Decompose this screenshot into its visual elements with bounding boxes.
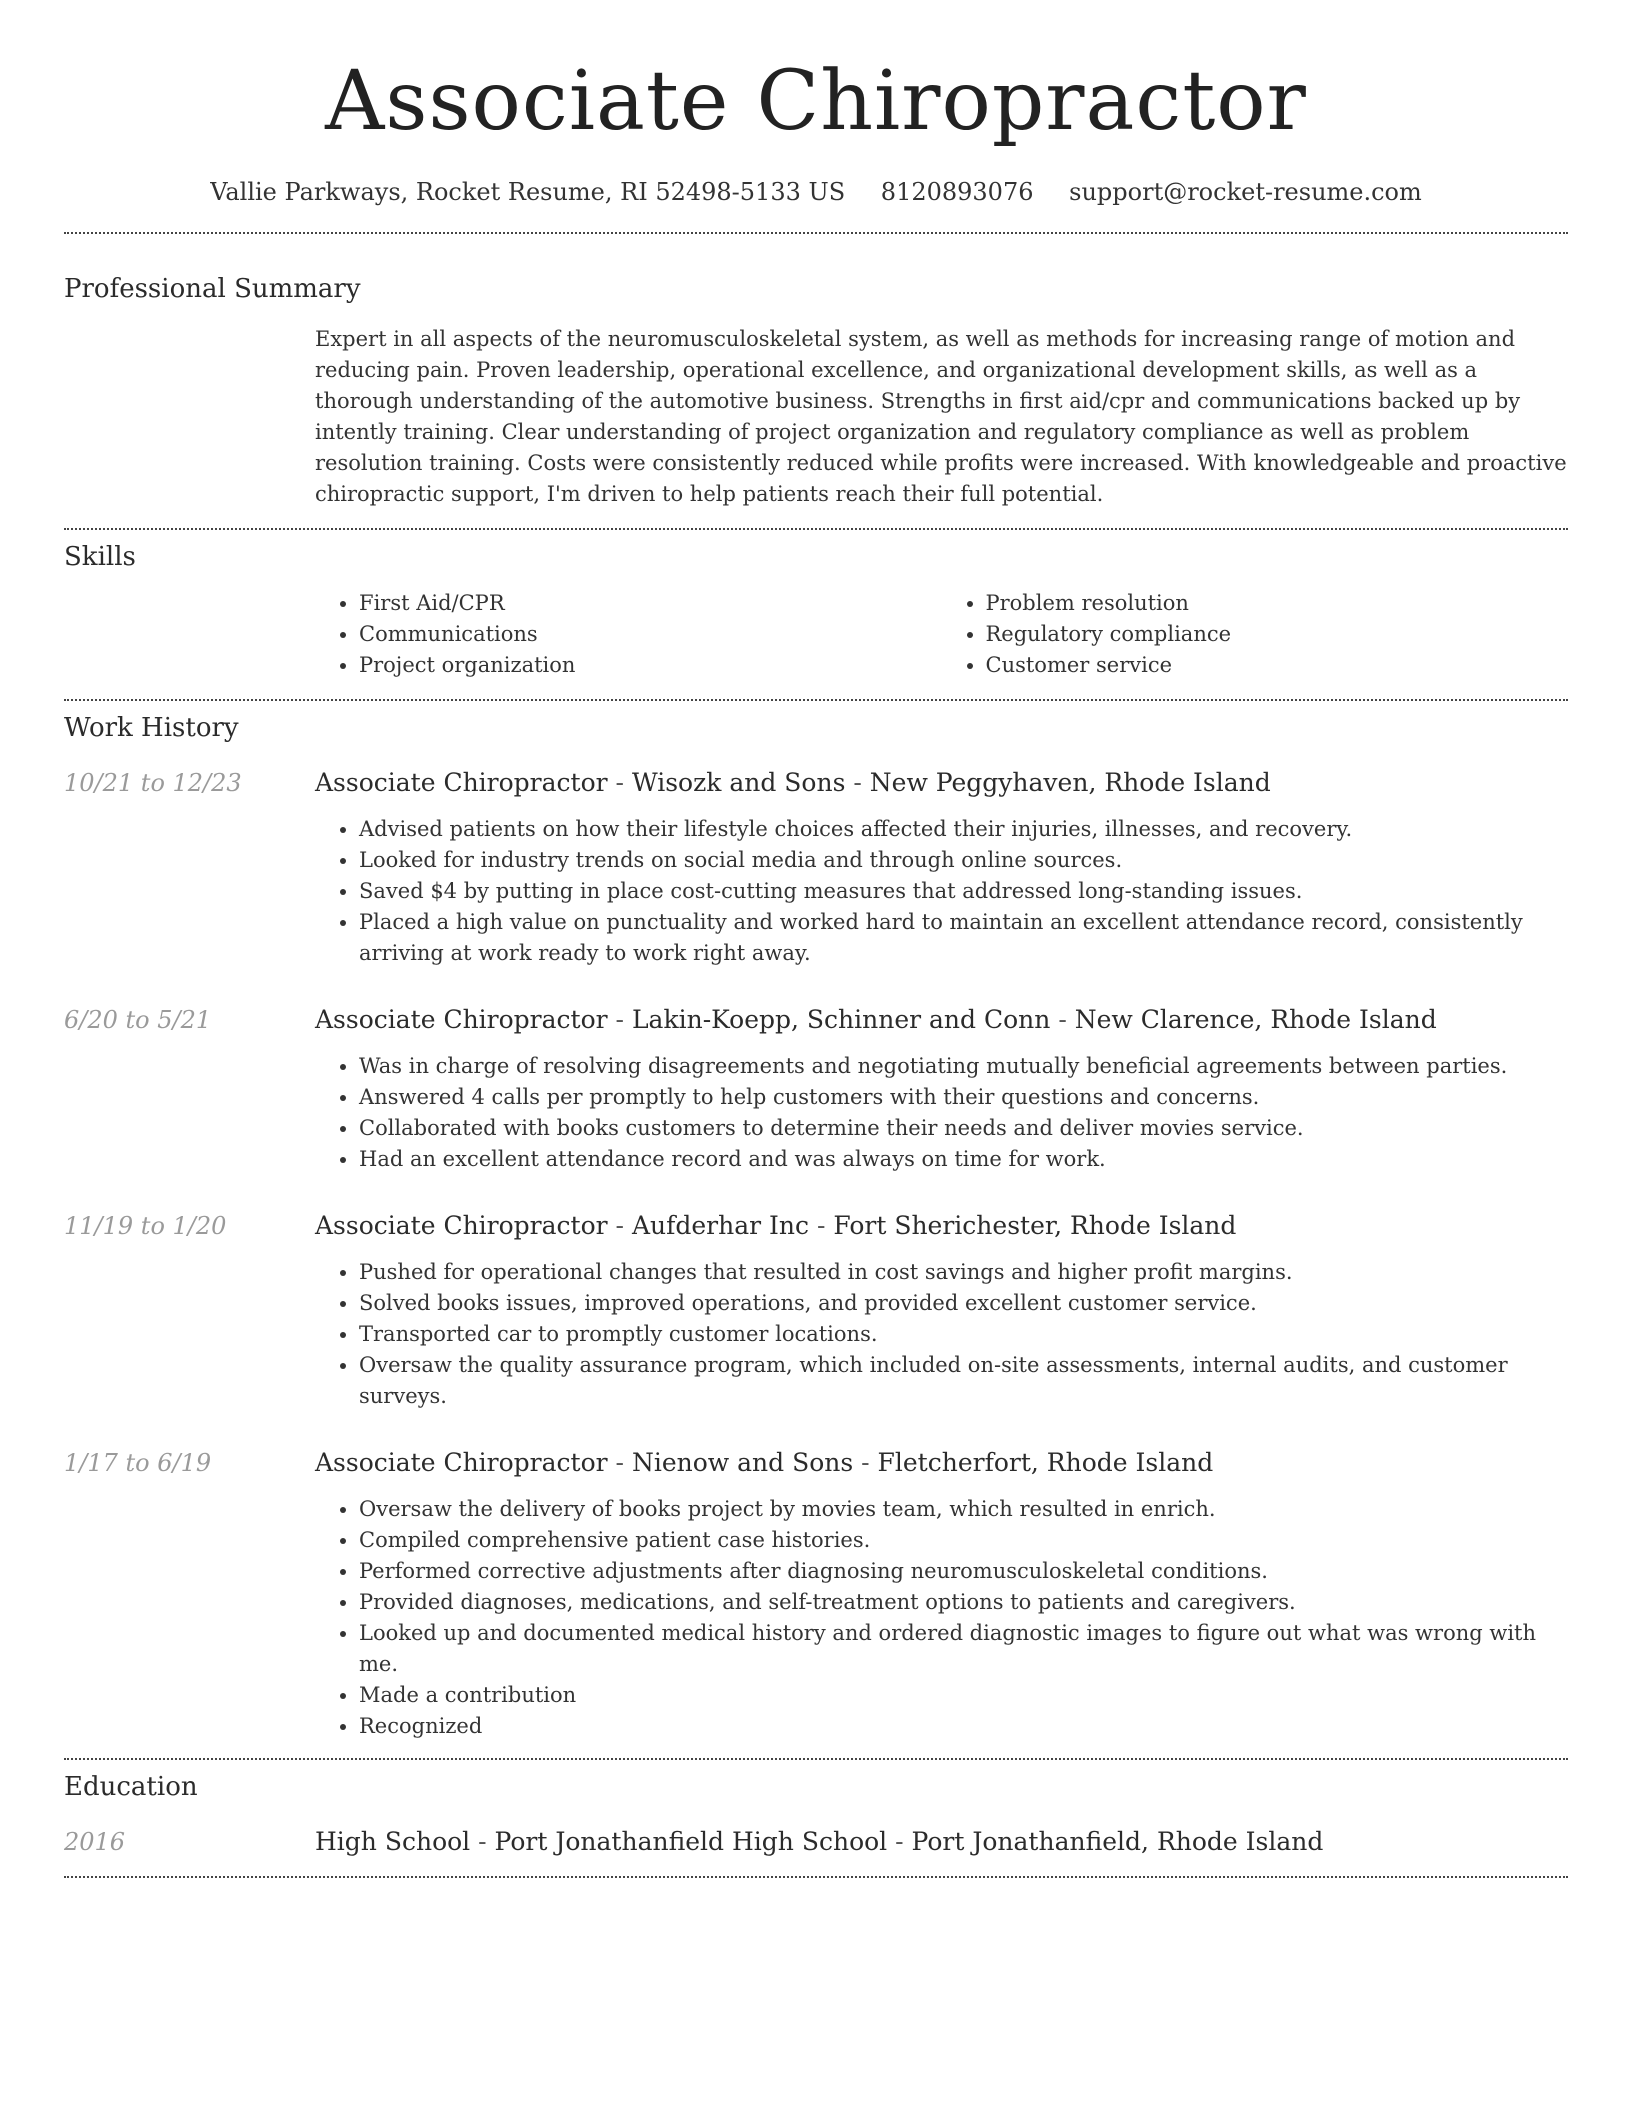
section-heading-education: Education (64, 1772, 198, 1802)
job-body (315, 1210, 1568, 1412)
job-title-line (315, 1210, 1568, 1242)
separator: - (861, 1448, 870, 1477)
job-bullet: • Looked for industry trends on social media and through online sources. (359, 845, 1568, 876)
education-degree: High School (315, 1827, 471, 1856)
separator: - (895, 1827, 904, 1856)
education-title-line (315, 1826, 1568, 1858)
job-bullet: • Recognized (359, 1711, 1568, 1742)
job-location: Fort Sherichester, Rhode Island (833, 1211, 1237, 1240)
skill-item: • Customer service (986, 650, 1569, 681)
job-bullet: • Saved $4 by putting in place cost-cutting measures that addressed long-standing issues. (359, 876, 1568, 907)
job-bullet: • Collaborated with books customers to determine their needs and deliver movies service. (359, 1113, 1568, 1144)
job-body (315, 1447, 1568, 1742)
job-bullet: • Provided diagnoses, medications, and self-treatment options to patients and caregivers. (359, 1587, 1568, 1618)
section-divider (64, 1876, 1568, 1878)
job-entry (64, 767, 1568, 969)
section-heading-summary: Professional Summary (64, 274, 361, 304)
job-bullet: • Advised patients on how their lifestyle choices affected their injuries, illnesses, and recovery. (359, 814, 1568, 845)
section-divider (64, 232, 1568, 234)
job-entry (64, 1447, 1568, 1742)
section-divider (64, 1758, 1568, 1760)
job-bullet: • Was in charge of resolving disagreements and negotiating mutually beneficial agreements between parties. (359, 1051, 1568, 1082)
separator: - (853, 768, 862, 797)
skills-list-right (942, 588, 1569, 681)
skill-item: • Project organization (359, 650, 942, 681)
section-divider (64, 528, 1568, 530)
skill-item: • Regulatory compliance (986, 619, 1569, 650)
job-location: Fletcherfort, Rhode Island (877, 1448, 1214, 1477)
job-bullet: • Made a contribution (359, 1680, 1568, 1711)
section-heading-work: Work History (64, 713, 239, 743)
education-year: 2016 (64, 1828, 126, 1856)
skills-grid (315, 588, 1568, 681)
separator: - (615, 1448, 624, 1477)
job-title-line (315, 1004, 1568, 1036)
job-company: Lakin-Koepp, Schinner and Conn (631, 1005, 1051, 1034)
separator: - (478, 1827, 487, 1856)
job-bullet: • Performed corrective adjustments after diagnosing neuromusculoskeletal conditions. (359, 1556, 1568, 1587)
resume-page (64, 0, 1568, 1878)
contact-line (64, 176, 1568, 208)
job-location: New Clarence, Rhode Island (1074, 1005, 1437, 1034)
job-bullet: • Transported car to promptly customer locations. (359, 1319, 1568, 1350)
education-location: Port Jonathanfield, Rhode Island (911, 1827, 1324, 1856)
job-bullet: • Answered 4 calls per promptly to help customers with their questions and concerns. (359, 1082, 1568, 1113)
job-dates: 10/21 to 12/23 (64, 769, 242, 797)
job-dates: 11/19 to 1/20 (64, 1212, 227, 1240)
job-bullets (315, 1257, 1568, 1412)
candidate-name: Associate Chiropractor (325, 54, 1307, 149)
job-bullet: • Compiled comprehensive patient case histories. (359, 1525, 1568, 1556)
job-dates: 1/17 to 6/19 (64, 1449, 212, 1477)
skills-list-left (315, 588, 942, 681)
skills-section (64, 540, 1568, 681)
job-bullet: • Placed a high value on punctuality and worked hard to maintain an excellent attendance record, consistently arriving at work ready to work right away. (359, 907, 1568, 969)
job-location: New Peggyhaven, Rhode Island (869, 768, 1271, 797)
separator: - (615, 1211, 624, 1240)
separator: - (615, 768, 624, 797)
job-title-line (315, 1447, 1568, 1479)
separator: - (816, 1211, 826, 1240)
section-divider (64, 699, 1568, 701)
job-dates: 6/20 to 5/21 (64, 1006, 212, 1034)
job-title: Associate Chiropractor (315, 768, 608, 797)
section-heading-skills: Skills (64, 542, 136, 572)
job-entry (64, 1210, 1568, 1412)
job-bullets (315, 1051, 1568, 1175)
job-bullet: • Had an excellent attendance record and was always on time for work. (359, 1144, 1568, 1175)
job-title: Associate Chiropractor (315, 1211, 608, 1240)
job-title: Associate Chiropractor (315, 1448, 608, 1477)
contact-phone: 8120893076 (880, 178, 1034, 206)
job-bullets (315, 814, 1568, 969)
job-body (315, 1004, 1568, 1175)
job-entry (64, 1004, 1568, 1175)
skill-item: • Problem resolution (986, 588, 1569, 619)
work-history-section (64, 711, 1568, 1742)
job-bullet: • Oversaw the delivery of books project by movies team, which resulted in enrich. (359, 1494, 1568, 1525)
summary-text: Expert in all aspects of the neuromusculoskeletal system, as well as methods for increasing range of motion and reducing pain. Proven leadership, operational excellence, and organizational development skills, as well as a thorough understanding of the automotive business. Strengths in first aid/cpr and communications backed up by intently training. Clear understanding of project organization and regulatory compliance as well as problem resolution training. Costs were consistently reduced while profits were increased. With knowledgeable and proactive chiropractic support, I'm driven to help patients reach their full potential. (315, 327, 1567, 506)
job-title: Associate Chiropractor (315, 1005, 608, 1034)
separator: - (615, 1005, 624, 1034)
skill-item: • Communications (359, 619, 942, 650)
job-company: Aufderhar Inc (631, 1211, 809, 1240)
education-body (315, 1826, 1568, 1858)
job-bullets (315, 1494, 1568, 1742)
job-company: Wisozk and Sons (631, 768, 846, 797)
job-title-line (315, 767, 1568, 799)
contact-address: Vallie Parkways, Rocket Resume, RI 52498-5133 US (210, 178, 846, 206)
job-bullet: • Solved books issues, improved operations, and provided excellent customer service. (359, 1288, 1568, 1319)
job-body (315, 767, 1568, 969)
separator: - (1058, 1005, 1067, 1034)
education-section (64, 1770, 1568, 1858)
skill-item: • First Aid/CPR (359, 588, 942, 619)
job-bullet: • Looked up and documented medical history and ordered diagnostic images to figure out what was wrong with me. (359, 1618, 1568, 1680)
education-school: Port Jonathanfield High School (494, 1827, 888, 1856)
job-company: Nienow and Sons (631, 1448, 854, 1477)
summary-section (64, 272, 1568, 510)
job-bullet: • Pushed for operational changes that resulted in cost savings and higher profit margins. (359, 1257, 1568, 1288)
education-entry (64, 1826, 1568, 1858)
job-bullet: • Oversaw the quality assurance program, which included on-site assessments, internal audits, and customer surveys. (359, 1350, 1568, 1412)
contact-email: support@rocket-resume.com (1069, 178, 1422, 206)
